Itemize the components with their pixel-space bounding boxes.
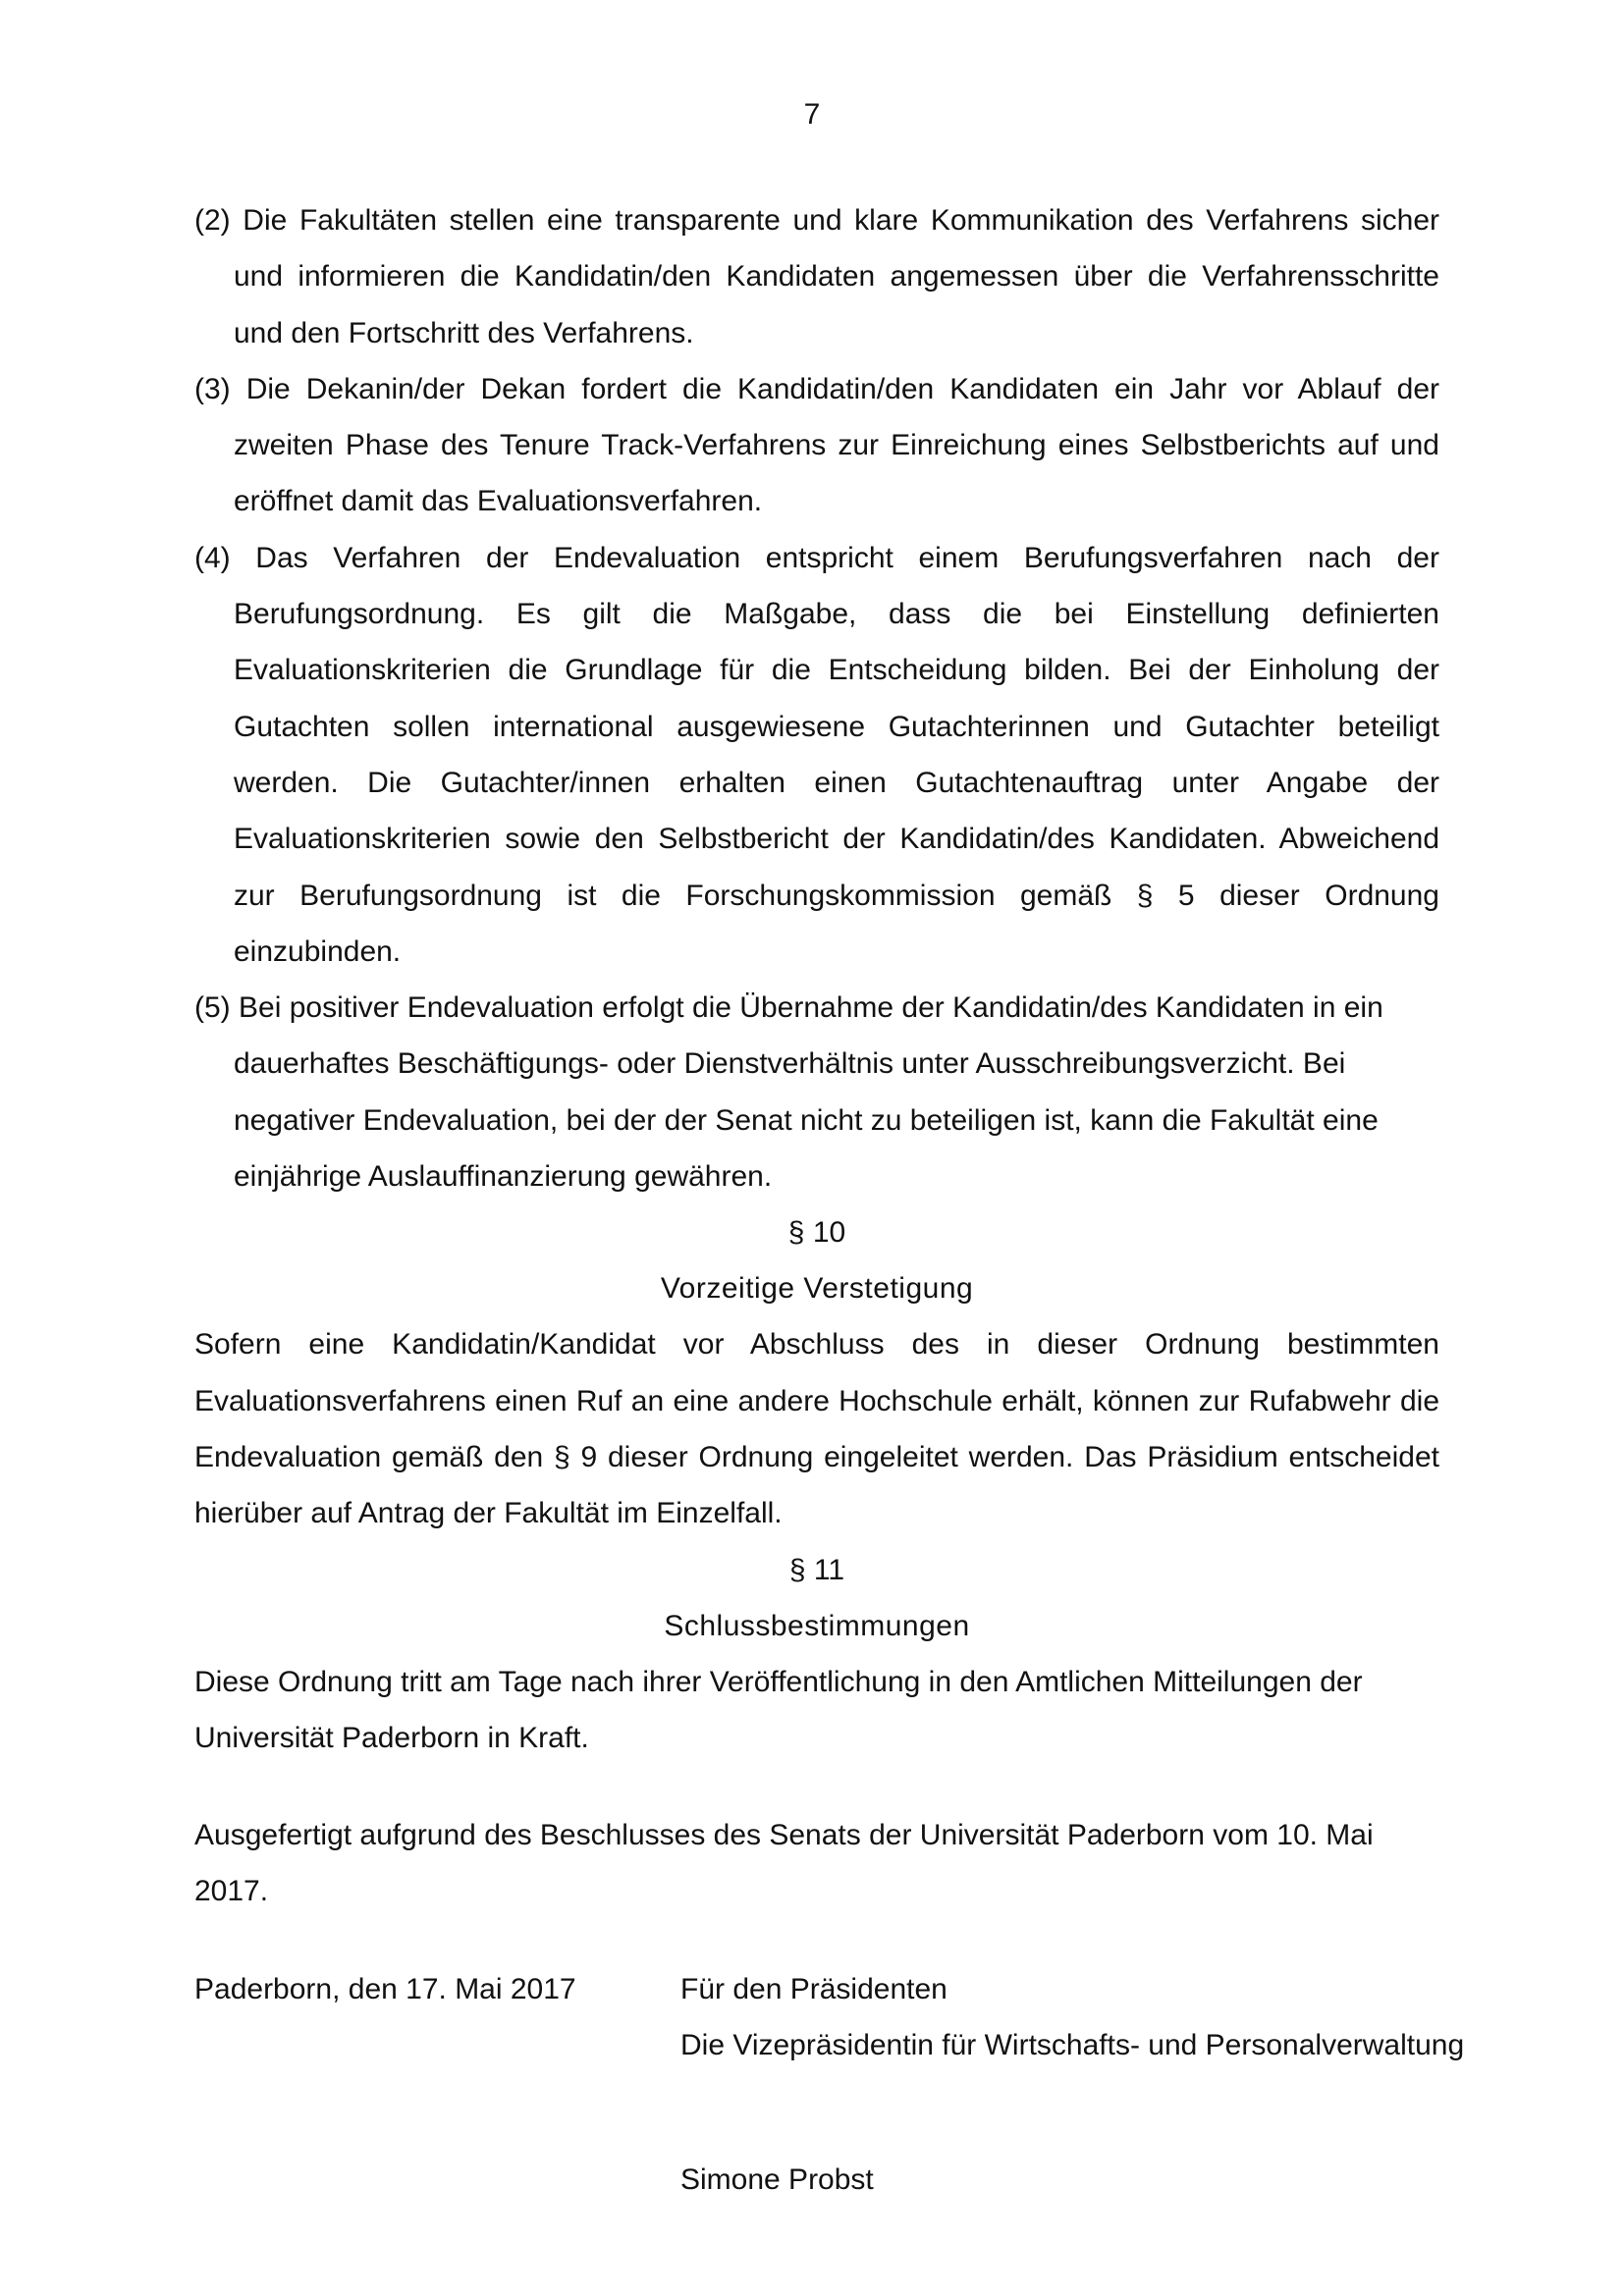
spacer bbox=[194, 1920, 1439, 1961]
paragraph-9-4: (4) Das Verfahren der Endevaluation entspricht einem Berufungsverfahren nach der Berufungsordnung. Es gilt die Maßgabe, dass die bei Einstellung definierten Evaluationskriterien die Grundlage für die Entscheidung bilden. Bei der Einholung der Gutachten sollen international ausgewiesene Gutachterinnen und Gutachter beteiligt werden. Die Gutachter/innen erhalten einen Gutachtenauftrag unter Angabe der Evaluationskriterien sowie den Selbstbericht der Kandidatin/des Kandidaten. Abweichend zur Berufungsordnung ist die Forschungskommission gemäß § 5 dieser Ordnung einzubinden. bbox=[194, 541, 1439, 968]
section-11-title: Schlussbestimmungen bbox=[664, 1609, 970, 1642]
section-11-text: Diese Ordnung tritt am Tage nach ihrer Veröffentlichung in den Amtlichen Mitteilungen der Universität Paderborn in Kraft. bbox=[194, 1665, 1363, 1754]
section-11-number: § 11 bbox=[788, 1553, 845, 1586]
paragraph-9-5: (5) Bei positiver Endevaluation erfolgt die Übernahme der Kandidatin/des Kandidaten in ein dauerhaftes Beschäftigungs- oder Dienstverhältnis unter Ausschreibungsverzicht. Bei negativer Endevaluation, bei der der Senat nicht zu beteiligen ist, kann die Fakultät eine einjährige Auslauffinanzierung gewähren. bbox=[194, 991, 1383, 1194]
spacer bbox=[194, 1766, 1439, 1807]
paragraph-9-2: (2) Die Fakultäten stellen eine transparente und klare Kommunikation des Verfahrens sicher und informieren die Kandidatin/den Kandidaten angemessen über die Verfahrensschritte und den Fortschritt des Verfahrens. bbox=[194, 204, 1439, 349]
page-number: 7 bbox=[803, 98, 821, 131]
signatory-role: Die Vizepräsidentin für Wirtschafts- und Personalverwaltung bbox=[680, 2029, 1465, 2062]
signatory-block bbox=[680, 1961, 1464, 2209]
spacer bbox=[680, 2073, 1464, 2152]
document-body bbox=[194, 192, 1465, 2209]
section-10-text: Sofern eine Kandidatin/Kandidat vor Abschluss des in dieser Ordnung bestimmten Evaluationsverfahrens einen Ruf an eine andere Hochschule erhält, können zur Rufabwehr die Endevaluation gemäß den § 9 dieser Ordnung eingeleitet werden. Das Präsidium entscheidet hierüber auf Antrag der Fakultät im Einzelfall. bbox=[194, 1328, 1439, 1530]
signature-block bbox=[194, 1961, 1465, 2209]
paragraph-9-3: (3) Die Dekanin/der Dekan fordert die Kandidatin/den Kandidaten ein Jahr vor Ablauf der zweiten Phase des Tenure Track-Verfahrens zur Einreichung eines Selbstberichts auf und eröffnet damit das Evaluationsverfahren. bbox=[194, 372, 1439, 518]
section-10-number: § 10 bbox=[787, 1216, 846, 1250]
resolution-statement: Ausgefertigt aufgrund des Beschlusses des Senats der Universität Paderborn vom 10. Mai 2017. bbox=[194, 1819, 1374, 1908]
signatory-name: Simone Probst bbox=[680, 2163, 874, 2197]
on-behalf-line: Für den Präsidenten bbox=[680, 1972, 947, 2005]
section-10-title: Vorzeitige Verstetigung bbox=[660, 1272, 974, 1306]
place-date: Paderborn, den 17. Mai 2017 bbox=[194, 1972, 576, 2005]
